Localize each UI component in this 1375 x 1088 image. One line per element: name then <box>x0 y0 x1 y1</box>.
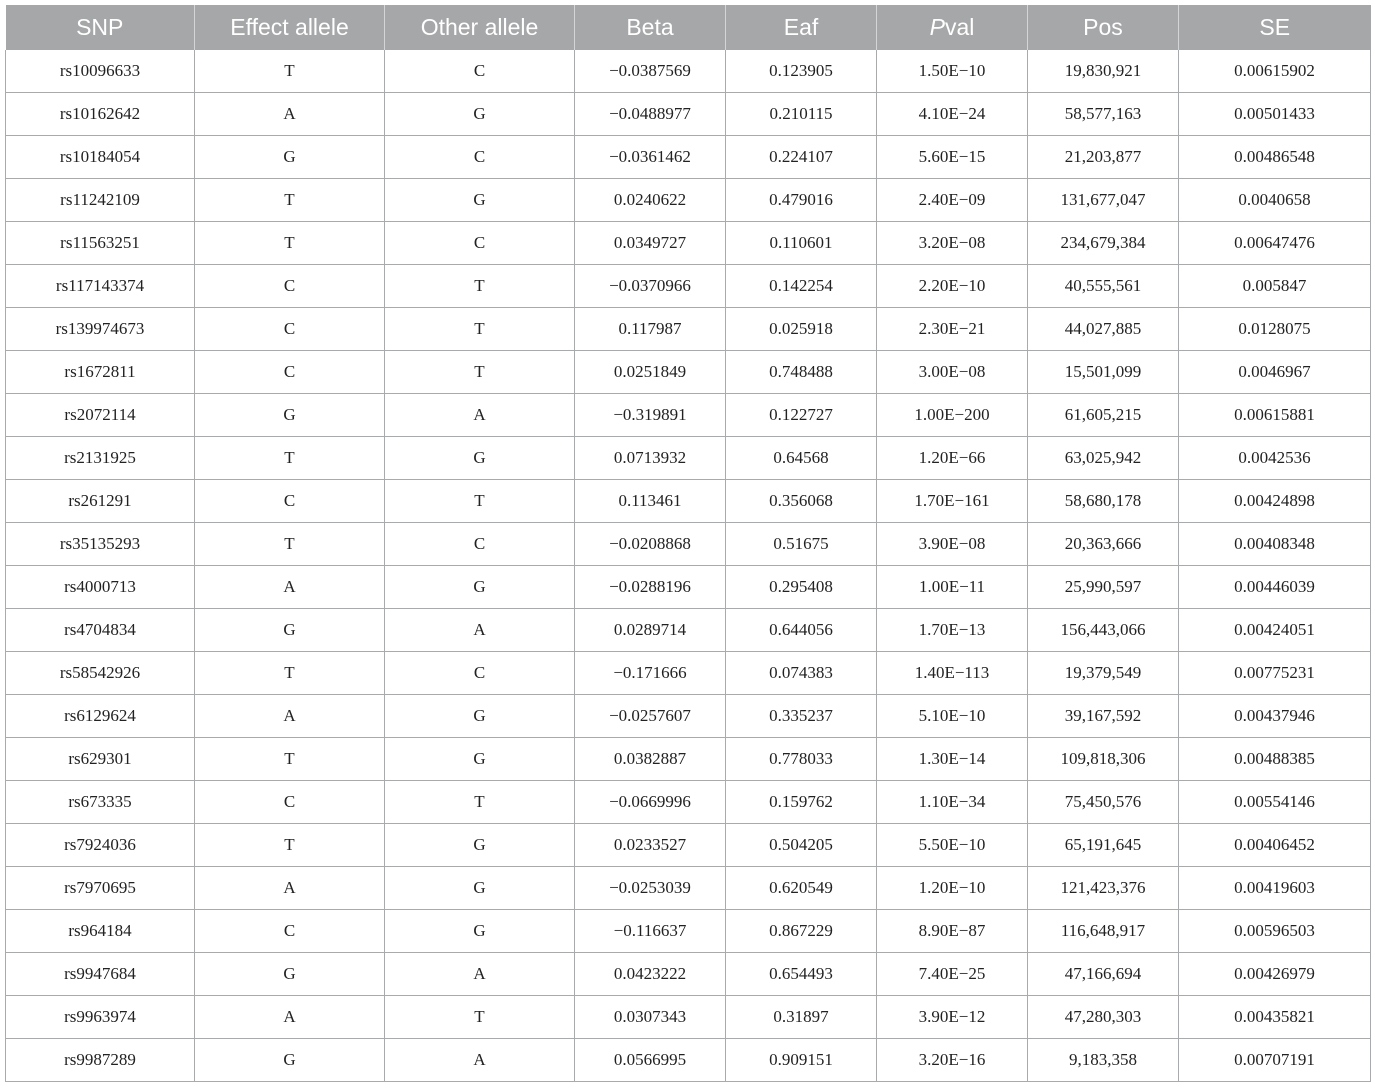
cell-pos: 47,166,694 <box>1028 953 1179 996</box>
cell-other-allele: C <box>385 652 575 695</box>
cell-other-allele: G <box>385 695 575 738</box>
cell-pos: 25,990,597 <box>1028 566 1179 609</box>
cell-se: 0.00424898 <box>1179 480 1371 523</box>
cell-pval: 1.50E−10 <box>877 50 1028 93</box>
cell-pval: 4.10E−24 <box>877 93 1028 136</box>
cell-eaf: 0.867229 <box>726 910 877 953</box>
cell-pos: 21,203,877 <box>1028 136 1179 179</box>
cell-other-allele: C <box>385 50 575 93</box>
cell-eaf: 0.356068 <box>726 480 877 523</box>
header-snp: SNP <box>6 5 195 50</box>
cell-snp: rs11563251 <box>6 222 195 265</box>
cell-se: 0.0042536 <box>1179 437 1371 480</box>
cell-eaf: 0.64568 <box>726 437 877 480</box>
table-row <box>6 695 1371 738</box>
cell-pval: 1.20E−66 <box>877 437 1028 480</box>
cell-snp: rs629301 <box>6 738 195 781</box>
cell-eaf: 0.159762 <box>726 781 877 824</box>
cell-effect-allele: T <box>195 179 385 222</box>
snp-table <box>5 5 1371 1082</box>
cell-pval: 1.00E−200 <box>877 394 1028 437</box>
cell-beta: −0.0488977 <box>575 93 726 136</box>
cell-eaf: 0.110601 <box>726 222 877 265</box>
cell-other-allele: G <box>385 867 575 910</box>
cell-beta: −0.171666 <box>575 652 726 695</box>
cell-pval: 8.90E−87 <box>877 910 1028 953</box>
cell-pos: 15,501,099 <box>1028 351 1179 394</box>
snp-table-container <box>5 5 1370 1082</box>
cell-beta: −0.0669996 <box>575 781 726 824</box>
table-row <box>6 179 1371 222</box>
cell-other-allele: G <box>385 566 575 609</box>
cell-other-allele: C <box>385 222 575 265</box>
cell-eaf: 0.224107 <box>726 136 877 179</box>
cell-beta: 0.0382887 <box>575 738 726 781</box>
cell-snp: rs7970695 <box>6 867 195 910</box>
header-eaf: Eaf <box>726 5 877 50</box>
cell-effect-allele: G <box>195 394 385 437</box>
cell-snp: rs117143374 <box>6 265 195 308</box>
cell-se: 0.0128075 <box>1179 308 1371 351</box>
cell-effect-allele: G <box>195 953 385 996</box>
cell-pval: 3.90E−12 <box>877 996 1028 1039</box>
cell-pval: 3.20E−16 <box>877 1039 1028 1082</box>
table-row <box>6 953 1371 996</box>
cell-snp: rs6129624 <box>6 695 195 738</box>
cell-beta: −0.0370966 <box>575 265 726 308</box>
cell-pos: 20,363,666 <box>1028 523 1179 566</box>
table-row <box>6 609 1371 652</box>
table-row <box>6 996 1371 1039</box>
cell-eaf: 0.909151 <box>726 1039 877 1082</box>
cell-other-allele: G <box>385 437 575 480</box>
cell-effect-allele: A <box>195 93 385 136</box>
cell-eaf: 0.479016 <box>726 179 877 222</box>
cell-snp: rs35135293 <box>6 523 195 566</box>
cell-snp: rs261291 <box>6 480 195 523</box>
header-pos: Pos <box>1028 5 1179 50</box>
cell-beta: −0.0361462 <box>575 136 726 179</box>
cell-eaf: 0.025918 <box>726 308 877 351</box>
cell-eaf: 0.644056 <box>726 609 877 652</box>
cell-pos: 63,025,942 <box>1028 437 1179 480</box>
cell-beta: 0.0240622 <box>575 179 726 222</box>
cell-se: 0.00426979 <box>1179 953 1371 996</box>
cell-pval: 1.70E−13 <box>877 609 1028 652</box>
cell-pos: 131,677,047 <box>1028 179 1179 222</box>
header-pval-italic: P <box>929 14 945 40</box>
cell-eaf: 0.123905 <box>726 50 877 93</box>
cell-se: 0.00488385 <box>1179 738 1371 781</box>
cell-effect-allele: G <box>195 136 385 179</box>
cell-beta: −0.116637 <box>575 910 726 953</box>
cell-eaf: 0.51675 <box>726 523 877 566</box>
cell-pos: 58,680,178 <box>1028 480 1179 523</box>
cell-pval: 1.40E−113 <box>877 652 1028 695</box>
cell-other-allele: G <box>385 824 575 867</box>
table-row <box>6 910 1371 953</box>
cell-snp: rs9987289 <box>6 1039 195 1082</box>
cell-pval: 1.10E−34 <box>877 781 1028 824</box>
cell-effect-allele: T <box>195 523 385 566</box>
cell-effect-allele: C <box>195 910 385 953</box>
cell-pval: 5.10E−10 <box>877 695 1028 738</box>
cell-se: 0.00615902 <box>1179 50 1371 93</box>
cell-other-allele: A <box>385 1039 575 1082</box>
cell-pos: 47,280,303 <box>1028 996 1179 1039</box>
cell-eaf: 0.778033 <box>726 738 877 781</box>
table-body <box>6 50 1371 1082</box>
cell-snp: rs964184 <box>6 910 195 953</box>
cell-snp: rs1672811 <box>6 351 195 394</box>
cell-beta: −0.0387569 <box>575 50 726 93</box>
table-row <box>6 222 1371 265</box>
cell-snp: rs10096633 <box>6 50 195 93</box>
cell-se: 0.0040658 <box>1179 179 1371 222</box>
cell-pval: 1.20E−10 <box>877 867 1028 910</box>
cell-pos: 9,183,358 <box>1028 1039 1179 1082</box>
table-row <box>6 308 1371 351</box>
cell-beta: −0.0257607 <box>575 695 726 738</box>
cell-snp: rs4000713 <box>6 566 195 609</box>
cell-pos: 19,379,549 <box>1028 652 1179 695</box>
cell-se: 0.00647476 <box>1179 222 1371 265</box>
header-beta: Beta <box>575 5 726 50</box>
cell-snp: rs2072114 <box>6 394 195 437</box>
cell-snp: rs2131925 <box>6 437 195 480</box>
cell-se: 0.00406452 <box>1179 824 1371 867</box>
header-pval <box>877 5 1028 50</box>
table-row <box>6 824 1371 867</box>
cell-effect-allele: G <box>195 609 385 652</box>
cell-snp: rs9963974 <box>6 996 195 1039</box>
cell-beta: 0.0566995 <box>575 1039 726 1082</box>
cell-other-allele: T <box>385 351 575 394</box>
cell-beta: 0.0251849 <box>575 351 726 394</box>
cell-se: 0.00435821 <box>1179 996 1371 1039</box>
cell-pval: 3.20E−08 <box>877 222 1028 265</box>
cell-se: 0.00446039 <box>1179 566 1371 609</box>
cell-beta: 0.0423222 <box>575 953 726 996</box>
cell-other-allele: A <box>385 609 575 652</box>
cell-se: 0.00437946 <box>1179 695 1371 738</box>
cell-se: 0.0046967 <box>1179 351 1371 394</box>
cell-effect-allele: T <box>195 738 385 781</box>
cell-effect-allele: C <box>195 351 385 394</box>
table-row <box>6 652 1371 695</box>
cell-beta: −0.0288196 <box>575 566 726 609</box>
cell-snp: rs10162642 <box>6 93 195 136</box>
cell-pos: 116,648,917 <box>1028 910 1179 953</box>
cell-other-allele: A <box>385 394 575 437</box>
cell-other-allele: C <box>385 523 575 566</box>
cell-beta: 0.0233527 <box>575 824 726 867</box>
header-effect-allele: Effect allele <box>195 5 385 50</box>
cell-eaf: 0.620549 <box>726 867 877 910</box>
cell-beta: −0.319891 <box>575 394 726 437</box>
cell-se: 0.00615881 <box>1179 394 1371 437</box>
cell-eaf: 0.31897 <box>726 996 877 1039</box>
table-row <box>6 738 1371 781</box>
cell-pval: 5.50E−10 <box>877 824 1028 867</box>
cell-se: 0.00419603 <box>1179 867 1371 910</box>
cell-effect-allele: C <box>195 265 385 308</box>
cell-eaf: 0.748488 <box>726 351 877 394</box>
cell-pos: 58,577,163 <box>1028 93 1179 136</box>
cell-se: 0.00424051 <box>1179 609 1371 652</box>
cell-eaf: 0.074383 <box>726 652 877 695</box>
cell-pval: 2.20E−10 <box>877 265 1028 308</box>
cell-pos: 109,818,306 <box>1028 738 1179 781</box>
cell-pval: 3.00E−08 <box>877 351 1028 394</box>
table-row <box>6 93 1371 136</box>
cell-se: 0.00501433 <box>1179 93 1371 136</box>
cell-pos: 19,830,921 <box>1028 50 1179 93</box>
table-row <box>6 566 1371 609</box>
cell-pval: 2.40E−09 <box>877 179 1028 222</box>
cell-pos: 65,191,645 <box>1028 824 1179 867</box>
cell-pos: 156,443,066 <box>1028 609 1179 652</box>
cell-pval: 5.60E−15 <box>877 136 1028 179</box>
cell-other-allele: C <box>385 136 575 179</box>
cell-snp: rs4704834 <box>6 609 195 652</box>
cell-snp: rs58542926 <box>6 652 195 695</box>
cell-snp: rs7924036 <box>6 824 195 867</box>
table-row <box>6 480 1371 523</box>
cell-effect-allele: A <box>195 695 385 738</box>
cell-pos: 121,423,376 <box>1028 867 1179 910</box>
cell-effect-allele: T <box>195 824 385 867</box>
cell-other-allele: G <box>385 179 575 222</box>
cell-beta: 0.0713932 <box>575 437 726 480</box>
table-row <box>6 523 1371 566</box>
cell-pos: 234,679,384 <box>1028 222 1179 265</box>
cell-other-allele: T <box>385 480 575 523</box>
cell-beta: 0.0307343 <box>575 996 726 1039</box>
cell-other-allele: A <box>385 953 575 996</box>
cell-effect-allele: T <box>195 652 385 695</box>
table-row <box>6 781 1371 824</box>
cell-pos: 61,605,215 <box>1028 394 1179 437</box>
table-row <box>6 1039 1371 1082</box>
cell-eaf: 0.654493 <box>726 953 877 996</box>
cell-other-allele: T <box>385 265 575 308</box>
cell-se: 0.00775231 <box>1179 652 1371 695</box>
cell-se: 0.00596503 <box>1179 910 1371 953</box>
cell-other-allele: G <box>385 738 575 781</box>
cell-eaf: 0.335237 <box>726 695 877 738</box>
header-pval-rest: val <box>944 14 975 40</box>
header-row <box>6 5 1371 50</box>
cell-other-allele: G <box>385 93 575 136</box>
cell-pval: 1.00E−11 <box>877 566 1028 609</box>
cell-snp: rs673335 <box>6 781 195 824</box>
cell-effect-allele: T <box>195 222 385 265</box>
cell-se: 0.00554146 <box>1179 781 1371 824</box>
cell-pos: 40,555,561 <box>1028 265 1179 308</box>
table-row <box>6 351 1371 394</box>
cell-eaf: 0.122727 <box>726 394 877 437</box>
cell-pos: 39,167,592 <box>1028 695 1179 738</box>
cell-snp: rs11242109 <box>6 179 195 222</box>
cell-snp: rs9947684 <box>6 953 195 996</box>
cell-effect-allele: C <box>195 781 385 824</box>
cell-pos: 44,027,885 <box>1028 308 1179 351</box>
table-header <box>6 5 1371 50</box>
table-row <box>6 265 1371 308</box>
cell-eaf: 0.504205 <box>726 824 877 867</box>
table-row <box>6 136 1371 179</box>
cell-other-allele: T <box>385 996 575 1039</box>
header-se: SE <box>1179 5 1371 50</box>
cell-effect-allele: C <box>195 480 385 523</box>
cell-effect-allele: T <box>195 437 385 480</box>
cell-other-allele: T <box>385 308 575 351</box>
cell-se: 0.005847 <box>1179 265 1371 308</box>
table-row <box>6 50 1371 93</box>
cell-effect-allele: A <box>195 996 385 1039</box>
cell-pval: 7.40E−25 <box>877 953 1028 996</box>
cell-beta: 0.117987 <box>575 308 726 351</box>
table-row <box>6 394 1371 437</box>
cell-effect-allele: A <box>195 867 385 910</box>
cell-effect-allele: A <box>195 566 385 609</box>
cell-pos: 75,450,576 <box>1028 781 1179 824</box>
table-row <box>6 437 1371 480</box>
header-other-allele: Other allele <box>385 5 575 50</box>
cell-effect-allele: C <box>195 308 385 351</box>
cell-pval: 1.30E−14 <box>877 738 1028 781</box>
cell-other-allele: G <box>385 910 575 953</box>
cell-pval: 3.90E−08 <box>877 523 1028 566</box>
cell-eaf: 0.295408 <box>726 566 877 609</box>
cell-pval: 1.70E−161 <box>877 480 1028 523</box>
cell-beta: −0.0253039 <box>575 867 726 910</box>
cell-se: 0.00408348 <box>1179 523 1371 566</box>
cell-beta: −0.0208868 <box>575 523 726 566</box>
cell-snp: rs139974673 <box>6 308 195 351</box>
cell-beta: 0.0289714 <box>575 609 726 652</box>
cell-eaf: 0.210115 <box>726 93 877 136</box>
cell-se: 0.00707191 <box>1179 1039 1371 1082</box>
cell-beta: 0.113461 <box>575 480 726 523</box>
cell-eaf: 0.142254 <box>726 265 877 308</box>
table-row <box>6 867 1371 910</box>
cell-beta: 0.0349727 <box>575 222 726 265</box>
cell-effect-allele: T <box>195 50 385 93</box>
cell-effect-allele: G <box>195 1039 385 1082</box>
cell-other-allele: T <box>385 781 575 824</box>
cell-snp: rs10184054 <box>6 136 195 179</box>
cell-pval: 2.30E−21 <box>877 308 1028 351</box>
cell-se: 0.00486548 <box>1179 136 1371 179</box>
